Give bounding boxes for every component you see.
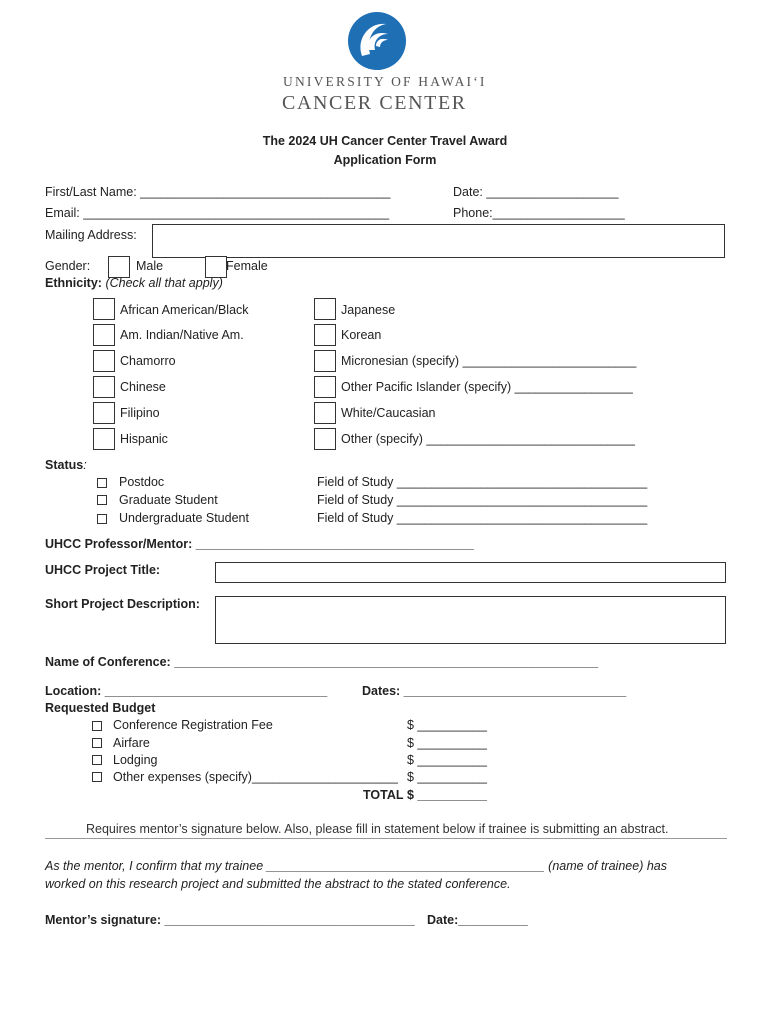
ethnicity-option: Hispanic [120, 432, 168, 446]
ethnicity-option: Chinese [120, 380, 166, 394]
budget-item: Lodging [113, 753, 158, 767]
ethnicity-checkbox[interactable] [314, 298, 336, 320]
ethnicity-checkbox[interactable] [93, 428, 115, 450]
budget-item: Airfare [113, 736, 150, 750]
budget-amount-field[interactable]: $ __________ [407, 718, 487, 732]
ethnicity-option: Korean [341, 328, 382, 342]
budget-checkbox[interactable] [92, 738, 102, 748]
mentor-field[interactable]: UHCC Professor/Mentor: ________________________________________ [45, 537, 474, 551]
budget-checkbox[interactable] [92, 721, 102, 731]
ethnicity-checkbox[interactable] [93, 324, 115, 346]
status-checkbox[interactable] [97, 478, 107, 488]
notice-divider [45, 838, 727, 839]
budget-amount-field[interactable]: $ __________ [407, 736, 487, 750]
mentor-signature-field[interactable]: Mentor’s signature: ____________________________________ [45, 913, 415, 927]
ethnicity-option: Other Pacific Islander (specify) _________________ [341, 380, 633, 394]
form-subtitle: Application Form [333, 153, 437, 167]
budget-item: Other expenses (specify)_____________________ [113, 770, 398, 784]
status-label: Status [45, 458, 84, 472]
email-field[interactable]: Email: ____________________________________________ [45, 206, 390, 220]
gender-label: Gender: [45, 259, 91, 273]
phone-field[interactable]: Phone:___________________ [453, 206, 625, 220]
budget-checkbox[interactable] [92, 772, 102, 782]
dates-field[interactable]: Dates: ________________________________ [362, 684, 627, 698]
gender-male-checkbox[interactable] [108, 256, 130, 278]
signature-date-field[interactable]: Date:__________ [427, 913, 528, 927]
logo-university-text: UNIVERSITY OF HAWAI‘I [283, 74, 487, 89]
status-option: Undergraduate Student [119, 511, 249, 525]
budget-checkbox[interactable] [92, 755, 102, 765]
status-option: Postdoc [119, 475, 165, 489]
field-of-study-field[interactable]: Field of Study ____________________________________ [317, 475, 648, 489]
ethnicity-checkbox[interactable] [314, 376, 336, 398]
ethnicity-checkbox[interactable] [314, 402, 336, 424]
ethnicity-option: Micronesian (specify) _________________________ [341, 354, 637, 368]
budget-item: Conference Registration Fee [113, 718, 273, 732]
ethnicity-option: Filipino [120, 406, 160, 420]
status-option: Graduate Student [119, 493, 218, 507]
project-title-input[interactable] [215, 562, 726, 583]
mentor-statement-line2: worked on this research project and submitted the abstract to the stated conference. [45, 877, 511, 891]
field-of-study-field[interactable]: Field of Study ____________________________________ [317, 511, 648, 525]
ethnicity-option: Chamorro [120, 354, 176, 368]
budget-total-label: TOTAL [363, 788, 404, 802]
mailing-address-label: Mailing Address: [45, 228, 137, 242]
uh-logo-icon [346, 10, 408, 72]
status-checkbox[interactable] [97, 495, 107, 505]
budget-total-field[interactable]: $ __________ [407, 788, 487, 802]
ethnicity-checkbox[interactable] [93, 350, 115, 372]
ethnicity-label: Ethnicity: [45, 276, 102, 290]
ethnicity-option: Japanese [341, 303, 396, 317]
ethnicity-checkbox[interactable] [314, 350, 336, 372]
ethnicity-checkbox[interactable] [314, 428, 336, 450]
gender-male-label: Male [136, 259, 164, 273]
ethnicity-option: African American/Black [120, 303, 249, 317]
mailing-address-input[interactable] [152, 224, 725, 258]
form-title: The 2024 UH Cancer Center Travel Award [262, 134, 508, 148]
ethnicity-heading [45, 276, 223, 290]
mentor-statement-line1: As the mentor, I confirm that my trainee ________________________________________ (name of trainee) has [45, 859, 667, 873]
logo-cancer-center-text: CANCER CENTER [282, 92, 467, 114]
status-checkbox[interactable] [97, 514, 107, 524]
project-description-label: Short Project Description: [45, 597, 200, 611]
ethnicity-checkbox[interactable] [93, 298, 115, 320]
status-colon: : [83, 458, 87, 472]
date-field[interactable]: Date: ___________________ [453, 185, 619, 199]
budget-amount-field[interactable]: $ __________ [407, 770, 487, 784]
ethnicity-hint: (Check all that apply) [105, 276, 223, 290]
conference-name-field[interactable]: Name of Conference: _____________________________________________________________ [45, 655, 599, 669]
ethnicity-option: White/Caucasian [341, 406, 436, 420]
budget-amount-field[interactable]: $ __________ [407, 753, 487, 767]
gender-female-checkbox[interactable] [205, 256, 227, 278]
ethnicity-checkbox[interactable] [93, 402, 115, 424]
ethnicity-checkbox[interactable] [314, 324, 336, 346]
budget-heading: Requested Budget [45, 701, 156, 715]
ethnicity-option: Am. Indian/Native Am. [120, 328, 244, 342]
signature-notice: Requires mentor’s signature below. Also, please fill in statement below if trainee is submitting an abstract. [86, 822, 669, 836]
ethnicity-checkbox[interactable] [93, 376, 115, 398]
project-description-input[interactable] [215, 596, 726, 644]
project-title-label: UHCC Project Title: [45, 563, 161, 577]
status-heading [45, 458, 87, 472]
name-field[interactable]: First/Last Name: ____________________________________ [45, 185, 391, 199]
gender-female-label: Female [226, 259, 268, 273]
location-field[interactable]: Location: ________________________________ [45, 684, 328, 698]
field-of-study-field[interactable]: Field of Study ____________________________________ [317, 493, 648, 507]
ethnicity-option: Other (specify) ______________________________ [341, 432, 635, 446]
